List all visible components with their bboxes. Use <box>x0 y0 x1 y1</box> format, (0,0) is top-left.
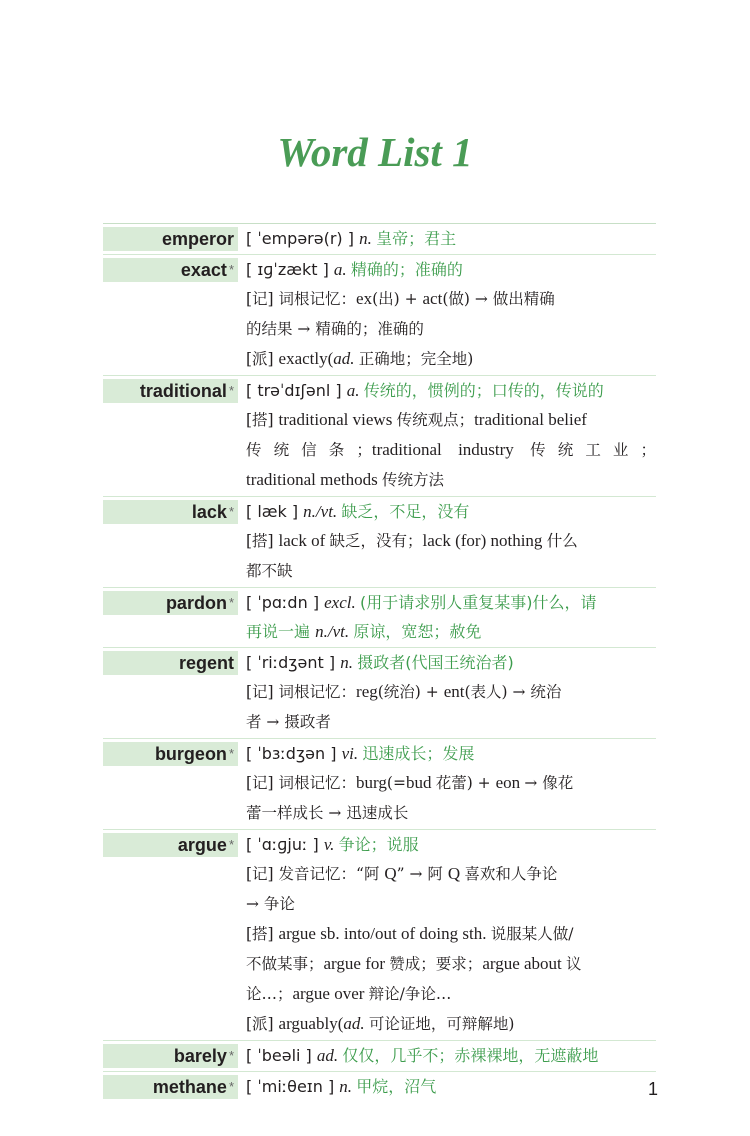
chinese-text: (做) → 做出精确 <box>442 290 555 308</box>
part-of-speech: n. <box>339 1077 357 1096</box>
entry-head <box>103 497 238 587</box>
note-line <box>246 949 656 979</box>
english-text: argue for <box>323 954 390 973</box>
definition-line <box>246 1072 656 1101</box>
headword-bar <box>103 379 238 403</box>
chinese-text: 传统方法 <box>381 471 444 489</box>
part-of-speech: ad. <box>343 1014 369 1033</box>
chinese-text: 喜欢和人争论 <box>464 865 558 883</box>
english-text: act <box>422 289 443 308</box>
chinese-text: (表人) → 统治 <box>464 683 562 701</box>
english-text: exactly( <box>278 349 334 368</box>
note-line <box>246 617 656 646</box>
part-of-speech: excl. <box>324 593 360 612</box>
note-line <box>246 435 656 465</box>
meaning-text: 迅速成长；发展 <box>362 744 475 763</box>
part-of-speech: vi. <box>341 744 363 763</box>
chinese-text: 辩论/争论… <box>368 985 452 1003</box>
entry-head <box>103 224 238 254</box>
headword-bar <box>103 1044 238 1068</box>
entry-body <box>238 376 656 496</box>
meaning-text: 争论；说服 <box>338 835 419 854</box>
english-text: burg <box>356 773 387 792</box>
headword: barely <box>173 1046 227 1066</box>
definition-line <box>246 1041 656 1070</box>
entry-body <box>238 497 656 587</box>
meaning-text: (用于请求别人重复某事)什么，请 <box>360 593 597 612</box>
headword-bar <box>103 227 238 251</box>
entry-body <box>238 588 656 647</box>
entry-head <box>103 739 238 829</box>
frequency-star-icon: * <box>228 746 234 761</box>
phonetic-text: [ ˈbɜːdʒən ] <box>246 744 342 763</box>
headword-bar <box>103 500 238 524</box>
meaning-text: 皇帝；君主 <box>376 229 457 248</box>
chinese-text: [派] <box>246 1015 279 1033</box>
note-line <box>246 526 656 556</box>
phonetic-text: [ ˈriːdʒənt ] <box>246 653 341 672</box>
part-of-speech: ad. <box>333 349 359 368</box>
part-of-speech: a. <box>346 381 364 400</box>
frequency-star-icon: * <box>228 837 234 852</box>
entry-body <box>238 648 656 738</box>
entry-methane <box>103 1071 656 1102</box>
frequency-star-icon: * <box>228 383 234 398</box>
entry-body <box>238 1072 656 1102</box>
chinese-text: [记] 词根记忆： <box>246 683 357 701</box>
chinese-text: 传统观点； <box>396 411 475 429</box>
chinese-text: 议 <box>566 955 582 973</box>
english-text: argue about <box>482 954 567 973</box>
chinese-text: ” → 阿 <box>396 865 448 883</box>
note-line <box>246 1009 656 1039</box>
chinese-text: [派] <box>246 350 279 368</box>
entry-exact <box>103 254 656 375</box>
phonetic-text: [ ˈpɑːdn ] <box>246 593 325 612</box>
chinese-text: 传统信条； <box>246 441 372 459</box>
english-text: lack (for) nothing <box>422 531 547 550</box>
note-line <box>246 405 656 435</box>
english-text: traditional views <box>278 410 397 429</box>
headword-bar <box>103 833 238 857</box>
meaning-text: 摄政者(代国王统治者) <box>357 653 514 672</box>
chinese-text: 说服某人做/ <box>490 925 574 943</box>
headword-bar <box>103 742 238 766</box>
chinese-text: 不做某事； <box>246 955 324 973</box>
chinese-text: 可论证地，可辩解地) <box>368 1015 515 1033</box>
meaning-text: 缺乏，不足，没有 <box>341 502 470 521</box>
note-line <box>246 889 656 919</box>
chinese-text: 的结果 → 精确的；准确的 <box>246 320 424 338</box>
entry-head <box>103 1041 238 1071</box>
headword: methane <box>152 1077 227 1097</box>
chinese-text: 缺乏，没有； <box>329 532 423 550</box>
chinese-text: 什么 <box>546 532 578 550</box>
definition-line <box>246 497 656 526</box>
headword: burgeon <box>154 744 227 764</box>
frequency-star-icon: * <box>228 1048 234 1063</box>
english-text: traditional industry <box>371 440 531 459</box>
english-text: traditional methods <box>246 470 382 489</box>
headword-bar <box>103 591 238 615</box>
headword-bar <box>103 258 238 282</box>
english-text: ex <box>356 289 373 308</box>
frequency-star-icon: * <box>228 262 234 277</box>
chinese-text: 论…； <box>246 985 293 1003</box>
chinese-text: 都不缺 <box>246 562 293 580</box>
note-line <box>246 314 656 344</box>
note-line <box>246 465 656 495</box>
meaning-text: 精确的；准确的 <box>350 260 463 279</box>
english-text: bud <box>405 773 436 792</box>
note-line <box>246 344 656 374</box>
chinese-text: (出) + <box>372 290 423 308</box>
chinese-text: [搭] <box>246 532 279 550</box>
note-line <box>246 798 656 828</box>
phonetic-text: [ ˈbeəli ] <box>246 1046 317 1065</box>
frequency-star-icon: * <box>228 1079 234 1094</box>
part-of-speech: v. <box>323 835 339 854</box>
entry-body <box>238 255 656 375</box>
entry-emperor <box>103 223 656 254</box>
chinese-text: [记] 发音记忆：“阿 <box>246 865 385 883</box>
entry-body <box>238 830 656 1040</box>
english-text: ent <box>443 682 465 701</box>
chinese-text: (= <box>386 774 406 792</box>
frequency-star-icon: * <box>228 595 234 610</box>
note-line <box>246 768 656 798</box>
part-of-speech: n. <box>340 653 358 672</box>
entry-body <box>238 739 656 829</box>
note-line <box>246 677 656 707</box>
entry-head <box>103 1072 238 1102</box>
entry-barely <box>103 1040 656 1071</box>
headword: regent <box>178 653 234 673</box>
english-text: reg <box>356 682 378 701</box>
chinese-text: 正确地；完全地) <box>358 350 474 368</box>
entry-body <box>238 224 656 254</box>
phonetic-text: [ ˈempərə(r) ] <box>246 229 360 248</box>
entry-lack <box>103 496 656 587</box>
note-line <box>246 919 656 949</box>
chinese-text: → 像花 <box>524 774 574 792</box>
entry-regent <box>103 647 656 738</box>
chinese-text: [搭] <box>246 925 279 943</box>
chinese-text: 者 → 摄政者 <box>246 713 331 731</box>
chinese-text: 赞成；要求； <box>389 955 483 973</box>
part-of-speech: n./vt. <box>303 502 342 521</box>
definition-line <box>246 830 656 859</box>
phonetic-text: [ læk ] <box>246 502 304 521</box>
definition-line <box>246 739 656 768</box>
chinese-text: 传统工业； <box>530 441 656 459</box>
note-line <box>246 284 656 314</box>
english-text: traditional belief <box>474 410 587 429</box>
meaning-text: 甲烷，沼气 <box>356 1077 437 1096</box>
meaning-text: 再说一遍 <box>246 622 316 641</box>
page-title: Word List 1 <box>277 129 473 175</box>
part-of-speech: n. <box>359 229 377 248</box>
entry-pardon <box>103 587 656 647</box>
chinese-text: [搭] <box>246 411 279 429</box>
entry-traditional <box>103 375 656 496</box>
english-text: eon <box>495 773 525 792</box>
frequency-star-icon: * <box>228 504 234 519</box>
english-text: arguably( <box>278 1014 344 1033</box>
headword: pardon <box>165 593 227 613</box>
headword: exact <box>180 260 227 280</box>
definition-line <box>246 376 656 405</box>
english-text: argue over <box>292 984 369 1003</box>
english-text: Q <box>447 864 465 883</box>
entry-burgeon <box>103 738 656 829</box>
note-line <box>246 859 656 889</box>
phonetic-text: [ ˈmiːθeɪn ] <box>246 1077 340 1096</box>
headword-bar <box>103 651 238 675</box>
headword: lack <box>191 502 227 522</box>
meaning-text: 仅仅，几乎不；赤裸裸地，无遮蔽地 <box>342 1046 599 1065</box>
headword: emperor <box>161 229 234 249</box>
definition-line <box>246 648 656 677</box>
note-line <box>246 707 656 737</box>
entry-body <box>238 1041 656 1071</box>
chinese-text: [记] 词根记忆： <box>246 774 357 792</box>
entry-head <box>103 376 238 496</box>
part-of-speech: a. <box>333 260 351 279</box>
entry-argue <box>103 829 656 1040</box>
phonetic-text: [ ɪɡˈzækt ] <box>246 260 334 279</box>
chinese-text: → 争论 <box>246 895 295 913</box>
definition-line <box>246 224 656 253</box>
part-of-speech: n./vt. <box>315 622 354 641</box>
definition-line <box>246 588 656 617</box>
page-number: 1 <box>647 1079 658 1099</box>
phonetic-text: [ ˈɑːɡjuː ] <box>246 835 324 854</box>
entry-head <box>103 648 238 738</box>
headword: argue <box>177 835 227 855</box>
english-text: lack of <box>278 531 330 550</box>
entry-head <box>103 588 238 647</box>
chinese-text: [记] 词根记忆： <box>246 290 357 308</box>
definition-line <box>246 255 656 284</box>
entry-head <box>103 255 238 375</box>
entry-head <box>103 830 238 1040</box>
headword-bar <box>103 1075 238 1099</box>
chinese-text: 蕾一样成长 → 迅速成长 <box>246 804 409 822</box>
note-line <box>246 556 656 586</box>
part-of-speech: ad. <box>316 1046 343 1065</box>
chinese-text: 花蕾) + <box>435 774 496 792</box>
headword: traditional <box>139 381 227 401</box>
chinese-text: (统治) + <box>377 683 444 701</box>
phonetic-text: [ trəˈdɪʃənl ] <box>246 381 347 400</box>
word-list <box>103 223 656 1102</box>
note-line <box>246 979 656 1009</box>
english-text: argue sb. into/out of doing sth. <box>278 924 491 943</box>
meaning-text: 传统的，惯例的；口传的，传说的 <box>363 381 604 400</box>
meaning-text: 原谅，宽恕；赦免 <box>353 622 482 641</box>
english-text: Q <box>384 864 397 883</box>
